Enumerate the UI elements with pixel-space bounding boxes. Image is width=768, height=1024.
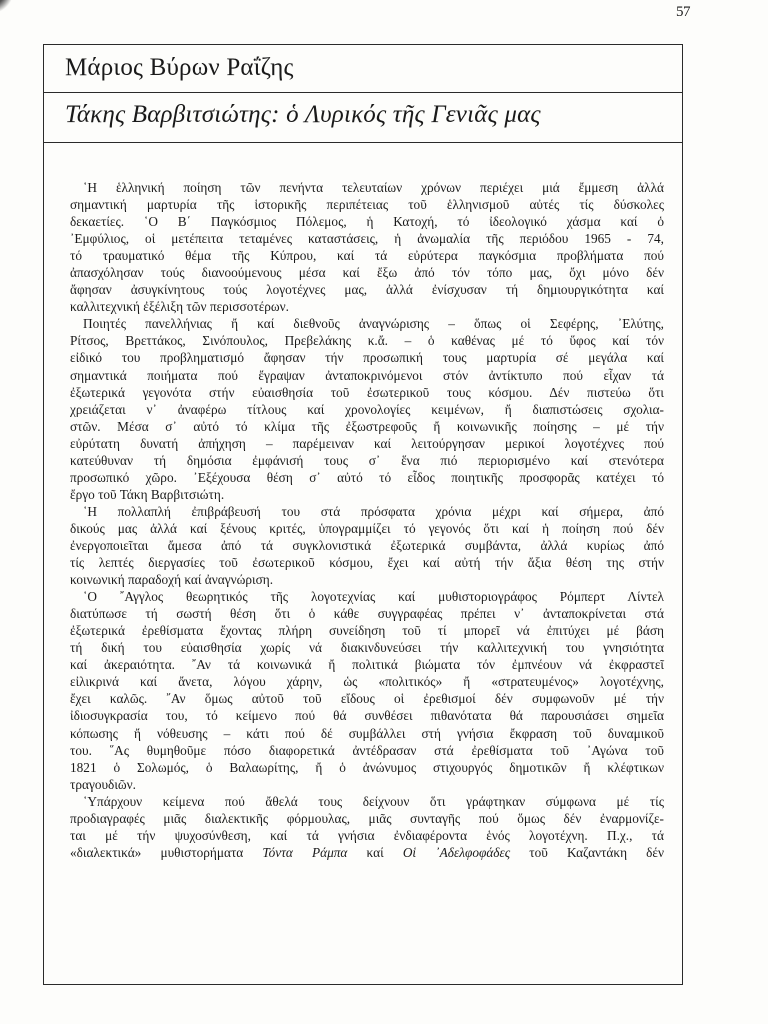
text-line: ἔργο τοῦ Τάκη Βαρβιτσιώτη. — [70, 486, 225, 502]
paragraph — [70, 315, 664, 503]
text-line: εἰδικό του προβληματισμό ἄφησαν τήν προσωπική τους μαρτυρία σέ μεγάλα καί — [70, 350, 664, 366]
text-line: κατεύθυναν τή δημόσια ἐμφάνισή τους σ᾿ ἕνα πιό περιορισμένο καί στενότερα — [70, 452, 664, 468]
text-line: τραγουδιῶν. — [70, 776, 136, 792]
text-line: ται μέ τήν ψυχοσύνθεση, καί τά γνήσια ἐνδιαφέροντα ἑνός λογοτέχνη. Π.χ., τά — [70, 827, 664, 843]
text-line: ἐξωτερικά ἐρεθίσματα ἔχοντας πλήρη συνείδηση τοῦ τί μπορεῖ νά ἐπιτύχει μέ βάση — [70, 623, 664, 639]
text-fragment: καί — [347, 844, 403, 860]
text-line: κόπωσης ἤ νόθευσης – κάτι πού δέ συμβάλλει στή γνήσια ἔκφραση τοῦ δυναμικοῦ — [70, 725, 664, 741]
paragraph — [70, 503, 664, 588]
text-line: ᾿Εμφύλιος, οἱ μετέπειτα τεταμένες καταστάσεις, ἡ ἀνωμαλία τῆς περιόδου 1965 - 74, — [70, 231, 664, 247]
article-body — [70, 179, 664, 861]
text-line: ἔχει καλῶς. ῎Αν ὅμως αὐτοῦ τοῦ εἴδους οἱ ἐρεθισμοί δέν συμφωνοῦν μέ τήν — [70, 691, 664, 707]
text-line: σημαντικά ποιήματα πού ἔγραψαν ἀνταποκρινόμενοι στόν ἀντίκτυπο πού εἶχαν τά — [70, 367, 664, 383]
text-line — [70, 844, 664, 861]
text-line: τίς λεπτές διεργασίες τοῦ ἐσωτερικοῦ κόσμου, ἔχει καί αὐτή τήν ἄξια θέση της στήν — [70, 555, 664, 571]
text-line: ἄφησαν ἀσυγκίνητους τούς λογοτέχνες μας, ἀλλά ἐνίσχυσαν τή δημιουργικότητα καί — [70, 282, 664, 298]
paragraph — [70, 793, 664, 861]
text-line: τό τραυματικό θέμα τῆς Κύπρου, καί τά εὐρύτερα παγκόσμια προβλήματα πού — [70, 248, 664, 264]
scan-corner-shadow — [0, 0, 14, 14]
text-line: Ποιητές πανελλήνιας ἤ καί διεθνοῦς ἀναγνώρισης – ὅπως οἱ Σεφέρης, ᾿Ελύτης, — [83, 316, 664, 332]
author-name: Μάριος Βύρων Ραΐζης — [65, 54, 294, 81]
text-line: ἐξωτερικά γεγονότα στήν εὐαισθησία τοῦ ἐσωτερικοῦ τους κόσμου. Δέν πιστεύω ὅτι — [70, 384, 664, 400]
author-row — [44, 45, 682, 93]
text-line: κοινωνική παραδοχή καί ἀναγνώριση. — [70, 572, 274, 588]
text-fragment: «διαλεκτικά» μυθιστορήματα — [70, 844, 263, 860]
text-line: ῾Υπάρχουν κείμενα πού ἄθελά τους δείχνουν ὅτι γράφτηκαν σύμφωνα μέ τίς — [83, 793, 664, 809]
text-line: χρειάζεται ν᾿ ἀναφέρω τίτλους καί χρονολογίες κειμένων, ἤ διαπιστώσεις σχολια- — [70, 401, 664, 417]
text-line: στῶν. Μέσα σ᾿ αὐτό τό κλίμα τῆς ἐξωστρεφοῦς ἤ κοινωνικῆς ποίησης – μέ τήν — [70, 418, 664, 434]
text-line: προσωπικό χῶρο. ᾿Εξέχουσα θέση σ᾿ αὐτό τό εἶδος ποιητικῆς προσφορᾶς κατέχει τό — [70, 469, 664, 485]
article-frame — [43, 44, 683, 985]
text-line: καλλιτεχνική ἐξέλιξη τῶν περισσοτέρων. — [70, 299, 289, 315]
book-title: Οἱ ᾿Αδελφοφάδες — [402, 844, 511, 860]
book-title: Τόντα Ράμπα — [262, 844, 348, 860]
text-line: εἰλικρινά καί ἄνετα, λόγου χάρην, ὡς «πολιτικός» ἤ «στρατευμένος» λογοτέχνης, — [70, 674, 664, 690]
text-line: τή δική του εὐαισθησία χωρίς νά διακινδυνεύσει τήν καλλιτεχνική του γνησιότητα — [70, 640, 664, 656]
paragraph — [70, 179, 664, 315]
text-line: ἀπασχόλησαν τούς διανοούμενους μέσα καί ἔξω ἀπό τόν τόπο μας, ὄχι μόνο δέν — [70, 265, 664, 281]
page-number: 57 — [676, 4, 690, 20]
text-line: ῾Η ἑλληνική ποίηση τῶν πενήντα τελευταίων χρόνων περιέχει μιά ἔμμεση ἀλλά — [83, 180, 664, 195]
article-title: Τάκης Βαρβιτσιώτης: ὁ Λυρικός τῆς Γενιᾶς μας — [65, 101, 541, 128]
title-row — [44, 93, 682, 143]
text-line: του. ῞Ας θυμηθοῦμε πόσο διαφορετικά ἀντέδρασαν στά ἐρεθίσματα τοῦ ᾿Αγώνα τοῦ — [70, 742, 664, 758]
text-line: ῾Η πολλαπλή ἐπιβράβευσή του στά πρόσφατα χρόνια μέχρι καί σήμερα, ἀπό — [83, 503, 664, 519]
text-line: προδιαγραφές μιᾶς διαλεκτικῆς φόρμουλας, μιᾶς συνταγῆς πού ὅμως δέν ἐναρμονίζε- — [70, 810, 664, 826]
text-line: ἰδιοσυγκρασία του, τό κείμενο πού θά συνθέσει πιθανότατα θά παρουσιάσει σημεῖα — [70, 708, 664, 724]
paragraph — [70, 588, 664, 793]
text-line: εὐρύτατη δυνατή ἀπήχηση – παρέμειναν καί λειτούργησαν μερικοί λογοτέχνες πού — [70, 435, 664, 451]
text-line: διατύπωσε τή σωστή θέση ὅτι ὁ κάθε συγγραφέας πρέπει ν᾿ ἀνταποκρίνεται στά — [70, 606, 664, 622]
text-line: ῾Ο ῎Αγγλος θεωρητικός τῆς λογοτεχνίας καί μυθιστοριογράφος Ρόμπερτ Λίντελ — [83, 589, 664, 605]
text-line: Ρίτσος, Βρεττάκος, Σινόπουλος, Πρεβελάκης κ.ἄ. – ὁ καθένας μέ τό ὕφος καί τόν — [70, 333, 664, 349]
text-line: 1821 ὁ Σολωμός, ὁ Βαλαωρίτης, ἤ ὁ ἀνώνυμος στιχουργός δημοτικῶν ἤ κλέφτικων — [70, 759, 664, 775]
text-fragment: τοῦ Καζαντάκη δέν — [510, 844, 665, 860]
text-line: δεκαετίες. ῾Ο Β΄ Παγκόσμιος Πόλεμος, ἡ Κατοχή, τό ἰδεολογικό χάσμα καί ὁ — [70, 214, 664, 230]
text-line: σημαντική μαρτυρία τῆς ἱστορικῆς περιπέτειας τοῦ ἑλληνισμοῦ αὐτές τίς δύσκολες — [70, 197, 664, 213]
text-line: δικούς μας ἀλλά καί ξένους κριτές, ὑπογραμμίζει τό γεγονός ὅτι καί ἡ ποίηση πού δέν — [70, 520, 664, 536]
text-line: ἐνεργοποιεῖται ἄμεσα ἀπό τά συγκλονιστικά ἐξωτερικά συμβάντα, ἀλλά κυρίως ἀπό — [70, 537, 664, 553]
text-line: καί ἀκεραιότητα. ῎Αν τά κοινωνικά ἤ πολιτικά βιώματα τόν ἐμπνέουν νά ἐκφραστεῖ — [70, 657, 664, 673]
